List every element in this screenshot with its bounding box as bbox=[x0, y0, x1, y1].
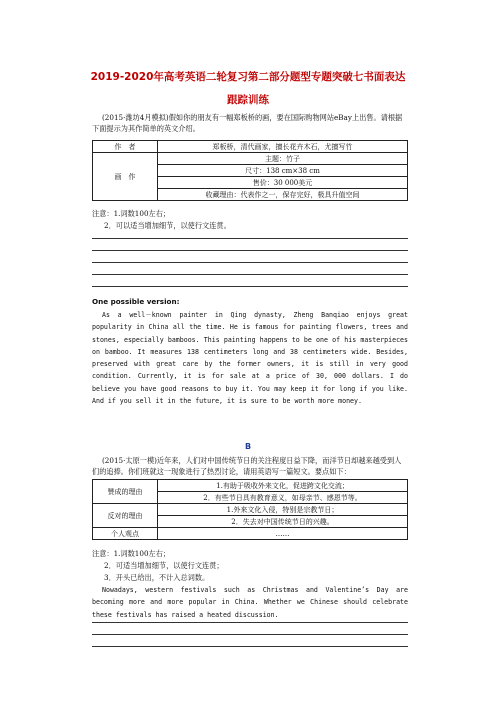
partA-note-2: 2．可以适当增加细节，以使行文连贯。 bbox=[104, 221, 231, 230]
partB-note-2: 2．可适当增加细节，以使行文连贯； bbox=[104, 561, 224, 570]
answer-line bbox=[92, 250, 408, 251]
answer-line bbox=[92, 634, 408, 635]
page-subtitle: 跟踪训练 bbox=[227, 94, 269, 106]
section-B-label: B bbox=[244, 442, 252, 451]
version-text: As a well－known painter in Qing dynasty, Zheng Banqiao enjoys great popularity in China all the time. He is famous for painting flowers, trees and stones, especially bamboos. This painting happens to be one of his masterpieces on bamboo. It measures 138 centimeters long and 38 centimeters wide. Besides, preserved with great care by the former owners, it is still in very good condition. Currently, it is for sale at a price of 30, 000 dollars. I do believe you have good reasons to buy it. You may keep it for long if you like. And if you sell it in the future, it is sure to be worth more money. bbox=[92, 311, 408, 406]
page-title: 2019-2020年高考英语二轮复习第二部分题型专题突破七书面表达 bbox=[90, 71, 406, 83]
author-value: 郑板桥，清代画家，擅长花卉木石，尤擅写竹 bbox=[158, 141, 408, 153]
con-item-2: 2．失去对中国传统节日的兴趣。 bbox=[158, 516, 408, 528]
con-item-1: 1.外来文化入侵，特别是宗教节日； bbox=[158, 504, 408, 516]
answer-line bbox=[92, 262, 408, 263]
partB-table bbox=[92, 479, 408, 540]
pro-item-2: 2．有些节日具有教育意义，如母亲节、感恩节等。 bbox=[158, 492, 408, 504]
partA-table bbox=[92, 140, 408, 201]
painting-theme: 主题：竹子 bbox=[158, 153, 408, 165]
version-label: One possible version: bbox=[92, 297, 180, 306]
partB-opening: Nowadays, western festivals such as Christmas and Valentine’s Day are becoming more and more popular in China. Whether we Chinese should celebrate these festivals has raised a heated discussion. bbox=[92, 586, 408, 619]
answer-line bbox=[92, 286, 408, 287]
answer-line bbox=[92, 274, 408, 275]
opinion-label: 个人观点 bbox=[93, 528, 158, 540]
partB-note-1: 注意：1.词数100左右； bbox=[92, 549, 171, 558]
answer-line bbox=[92, 646, 408, 647]
painting-reason: 收藏理由：代表作之一，保存完好，极具升值空间 bbox=[158, 189, 408, 201]
con-label: 反对的理由 bbox=[93, 504, 158, 528]
partB-prompt: (2015·太原一模)近年来，人们对中国传统节日的关注程度日益下降，而洋节日却越来越受到人们的追捧。你们班就这一现象进行了热烈讨论，请用英语写一篇短文。要点如下： bbox=[92, 456, 402, 476]
author-label: 作 者 bbox=[93, 141, 158, 153]
pro-label: 赞成的理由 bbox=[93, 480, 158, 504]
answer-line bbox=[92, 238, 408, 239]
partA-prompt: (2015·潍坊4月模拟)假如你的朋友有一幅郑板桥的画，要在国际购物网站eBay上出售。请根据下面提示为其作简单的英文介绍。 bbox=[92, 113, 403, 133]
pro-item-1: 1.有助于吸收外来文化，促进跨文化交流； bbox=[158, 480, 408, 492]
opinion-value: …… bbox=[158, 528, 408, 540]
partB-note-3: 3．开头已给出，不计入总词数。 bbox=[104, 573, 210, 582]
painting-size: 尺寸：138 cm×38 cm bbox=[158, 165, 408, 177]
painting-price: 售价：30 000美元 bbox=[158, 177, 408, 189]
painting-label: 画 作 bbox=[93, 153, 158, 201]
answer-line bbox=[92, 622, 408, 623]
partA-note-1: 注意：1.词数100左右； bbox=[92, 209, 171, 218]
